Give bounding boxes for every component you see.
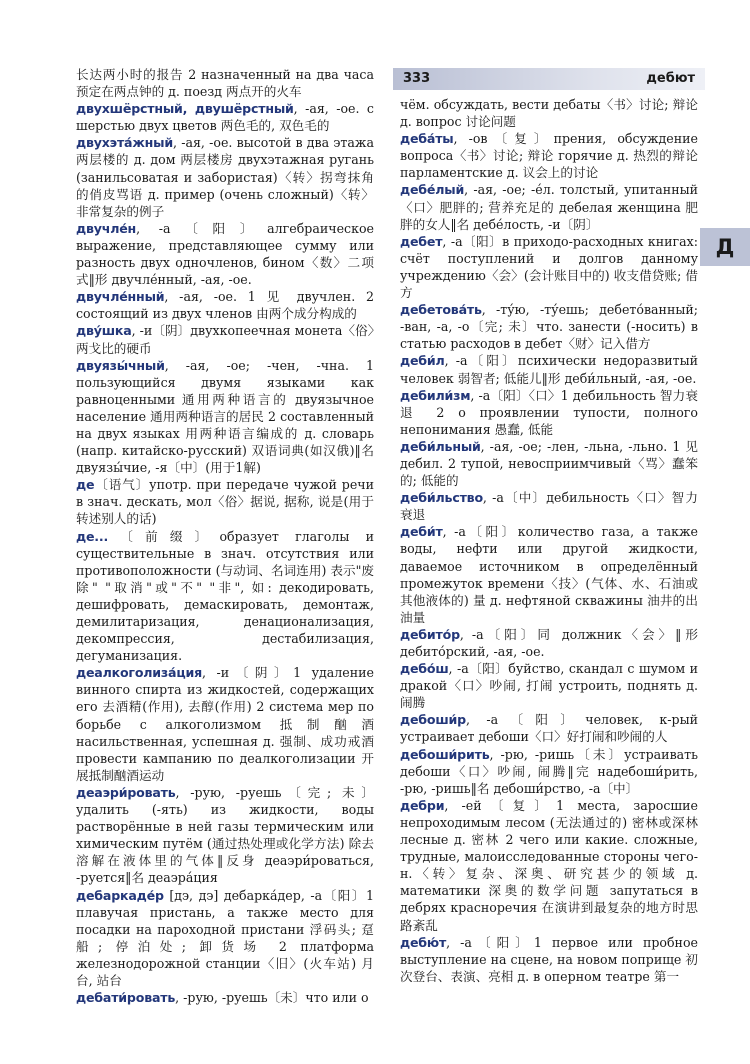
entry-headword: дву́шка [76, 323, 132, 339]
dictionary-entry [400, 438, 698, 489]
dictionary-entry [400, 352, 698, 386]
entry-headword: деба́ты [400, 131, 454, 147]
entry-headword: де [76, 477, 95, 493]
entry-definition: , -и〔阴〕1 удаление винного спирта из жидкостей, содержащих его 去酒精(作用), 去醇(作用) 2 система мер по борьбе с алкоголизмом 抵制酗酒 насильственная, успешная д. 强制、成功戒酒 провести кампанию по деалкоголизации 开展抵制酗酒运动 [76, 665, 374, 783]
entry-headword: дебати́ровать [76, 990, 176, 1006]
entry-headword: деалкоголиза́ция [76, 665, 202, 681]
dictionary-entry [400, 181, 698, 232]
entry-definition: , -ая, -ое. высотой в два этажа 两层楼的 д. дом 两层楼房 двухэтажная ругань (занильсоватая и забористая)〈转〉拐弯抹角的俏皮骂语 д. пример (очень сложный)〈转〉非常复杂的例子 [76, 135, 374, 219]
entry-definition: , -а〔阳〕психически недоразвитый человек 弱智者; 低能儿‖形 деби́льный, -ая, -ое. [400, 353, 698, 386]
entry-definition: , -ту́ю, -ту́ешь; дебето́ванный; -ван, -а, -о〔完; 未〕что. занести (-носить) в статью расходов в дебет〈财〉记入借方 [400, 302, 698, 352]
dictionary-entry [400, 711, 698, 745]
entry-definition: , -а〔阳〕человек, к-рый устраивает дебоши〈口〉好打闹和吵闹的人 [400, 712, 698, 745]
dictionary-entry [76, 288, 374, 322]
dictionary-entry [400, 746, 698, 797]
entry-definition: 长达两小时的报告 2 назначенный на два часа 预定在两点钟的 д. поезд 两点开的火车 [76, 67, 374, 100]
dictionary-entry [400, 934, 698, 985]
dictionary-entry [400, 130, 698, 181]
entry-headword: дебаркаде́р [76, 887, 164, 903]
left-column [76, 66, 374, 1006]
entry-headword: двуязы́чный [76, 357, 165, 373]
entry-definition: , -рую, -руешь〔完; 未〕удалить (-ять) из жидкости, воды растворённые в ней газы термическим или химическим путём (通过热处理或化学方法) 除去溶解在液体里的气体‖反身 деаэри́роваться, -руется‖名 деаэра́ция [76, 784, 374, 886]
entry-headword: дебоши́рить [400, 746, 490, 762]
entry-definition: , -а〔中〕дебильность〈口〉智力衰退 [400, 490, 698, 523]
entry-definition: , -а〔阳〕в приходо-расходных книгах: счёт поступлений и долгов данному учреждению〈会〉(会计账目中的) 收支借贷账; 借方 [400, 233, 698, 301]
entry-headword: двухшёрстный, двушёрстный [76, 101, 294, 117]
page-number: 333 [403, 71, 431, 86]
entry-headword: дебри [400, 797, 445, 813]
thumb-index-tab: Д [700, 228, 750, 266]
dictionary-entry [76, 989, 374, 1006]
dictionary-entry [400, 626, 698, 660]
entry-definition: , -а〔阳〕буйство, скандал с шумом и дракой〈口〉吵闹, 打闹 устроить, поднять д. 闹腾 [400, 661, 698, 711]
dictionary-entry [76, 528, 374, 665]
page-header-bar [393, 68, 705, 90]
entry-definition: [дэ, дэ] дебарка́дер, -а〔阳〕1 плавучая пристань, а также место для посадки на пароходной пристани 浮码头; 趸船; 停泊处; 卸货场 2 платформа железнодорожной станции〈旧〉(火车站) 月台, 站台 [76, 887, 374, 988]
dictionary-entry [76, 322, 374, 356]
entry-headword: двучле́н [76, 220, 137, 236]
entry-headword: деаэри́ровать [76, 784, 176, 800]
dictionary-entry [400, 301, 698, 352]
dictionary-entry [76, 100, 374, 134]
dictionary-entry [400, 660, 698, 711]
entry-headword: двухэта́жный [76, 135, 173, 151]
dictionary-entry [76, 476, 374, 527]
entry-headword: деби́л [400, 353, 445, 369]
entry-definition: 〔语气〕употр. при передаче чужой речи в знач. дескать, мол〈俗〉据说, 据称, 说是(用于转述别人的话) [76, 477, 374, 527]
entry-definition: , -ей〔复〕1 места, заросшие непроходимым лесом (无法通过的) 密林或深林 лесные д. 密林 2 чего или какие. сложные, трудные, малоисследованные стороны чего-н.〈转〉复杂、深奥、研究甚少的领域 д. математики 深奥的数学问题 запутаться в дебрях красноречия 在演讲到最复杂的地方时思路紊乱 [400, 797, 698, 933]
entry-definition: 〔前缀〕образует глаголы и существительные в знач. отсутствия или противоположности (与动词、名词连用) 表示"废除" "取消"或"不" "非", 如: декодировать, дешифровать, демаскировать, демонтаж, демилитаризация, денационализация, декомпрессия, дестабилизация, дегуманизация. [76, 528, 374, 664]
entry-headword: деби́льство [400, 490, 483, 506]
entry-definition: , -и〔阴〕двухкопеечная монета〈俗〉两戈比的硬币 [76, 323, 374, 356]
entry-headword: деби́льный [400, 438, 481, 454]
entry-headword: дебет [400, 233, 443, 249]
entry-definition: , -рую, -руешь〔未〕что или о [175, 990, 369, 1006]
entry-headword: двучле́нный [76, 289, 165, 305]
dictionary-entry [76, 357, 374, 477]
entry-headword: деби́т [400, 524, 443, 540]
entry-definition: , -а〔阳〕1 первое или пробное выступление на сцене, на новом поприще 初次登台、表演、亮相 д. в оперном театре 第一 [400, 934, 698, 984]
dictionary-entry [400, 96, 698, 130]
entry-headword: дебито́р [400, 626, 460, 642]
entry-headword: дебе́лый [400, 182, 465, 198]
entry-definition: , -ая, -ое; -лен, -льна, -льно. 1 见 дебил. 2 тупой, невосприимчивый〈骂〉蠢笨的; 低能的 [400, 438, 698, 489]
right-column [400, 96, 698, 985]
running-head: дебют [646, 71, 695, 86]
entry-headword: дебили́зм [400, 387, 471, 403]
dictionary-entry [76, 66, 374, 100]
dictionary-entry [400, 523, 698, 626]
entry-definition: , -ая, -ое; -е́л. толстый, упитанный〈口〉肥胖的; 营养充足的 дебелая женщина 肥胖的女人‖名 дебе́лость, -и〔阴〕 [400, 182, 698, 232]
entry-definition: , -рю, -ришь〔未〕устраивать дебоши〈口〉吵闹, 闹腾‖完 надебоши́рить, -рю, -ришь‖名 дебоши́рство, -а〔中〕 [400, 746, 698, 796]
entry-definition: , -а〔阳〕алгебраическое выражение, представляющее сумму или разность двух одночленов, бином〈数〉二项式‖形 двучле́нный, -ая, -ое. [76, 220, 374, 288]
dictionary-entry [76, 134, 374, 219]
entry-definition: , -ая, -ое. 1 见 двучлен. 2 состоящий из двух членов 由两个成分构成的 [76, 289, 374, 322]
entry-headword: дебоши́р [400, 712, 466, 728]
dictionary-entry [76, 887, 374, 990]
entry-headword: дебю́т [400, 934, 447, 950]
dictionary-entry [400, 387, 698, 438]
entry-definition: , -ая, -ое. с шерстью двух цветов 两色毛的, 双色毛的 [76, 101, 374, 134]
dictionary-entry [400, 489, 698, 523]
dictionary-entry [400, 233, 698, 301]
entry-definition: , -а〔阳〕〈口〉1 дебильность 智力衰退 2 о проявлении тупости, полного непонимания 愚蠢, 低能 [400, 387, 698, 437]
entry-definition: , -ая, -ое; -чен, -чна. 1 пользующийся двумя языками как равноценными 通用两种语言的 двуязычное население 通用两种语言的居民 2 составленный на двух языках 用两种语言编成的 д. словарь (напр. китайско-русский) 双语词典(如汉俄)‖名 двуязы́чие, -я〔中〕(用于1解) [76, 357, 374, 476]
dictionary-entry [76, 664, 374, 784]
entry-definition: чём. обсуждать, вести дебаты〈书〉讨论; 辩论 д. вопрос 讨论问题 [400, 97, 698, 130]
entry-headword: де... [76, 528, 109, 544]
entry-definition: , -а〔阳〕同 должник〈会〉‖形 дебито́рский, -ая, -ое. [400, 626, 698, 659]
dictionary-entry [76, 784, 374, 887]
entry-headword: дебо́ш [400, 661, 449, 677]
entry-headword: дебетова́ть [400, 302, 482, 318]
entry-definition: , -а〔阳〕количество газа, а также воды, нефти или другой жидкости, даваемое источником в определённый промежуток времени〈技〉(气体、水、石油或其他液体的) 量 д. нефтяной скважины 油井的出油量 [400, 524, 698, 625]
dictionary-entry [400, 797, 698, 934]
dictionary-entry [76, 220, 374, 288]
entry-definition: , -ов〔复〕прения, обсуждение вопроса〈书〉讨论; 辩论 горячие д. 热烈的辩论 парламентские д. 议会上的讨论 [400, 131, 698, 181]
